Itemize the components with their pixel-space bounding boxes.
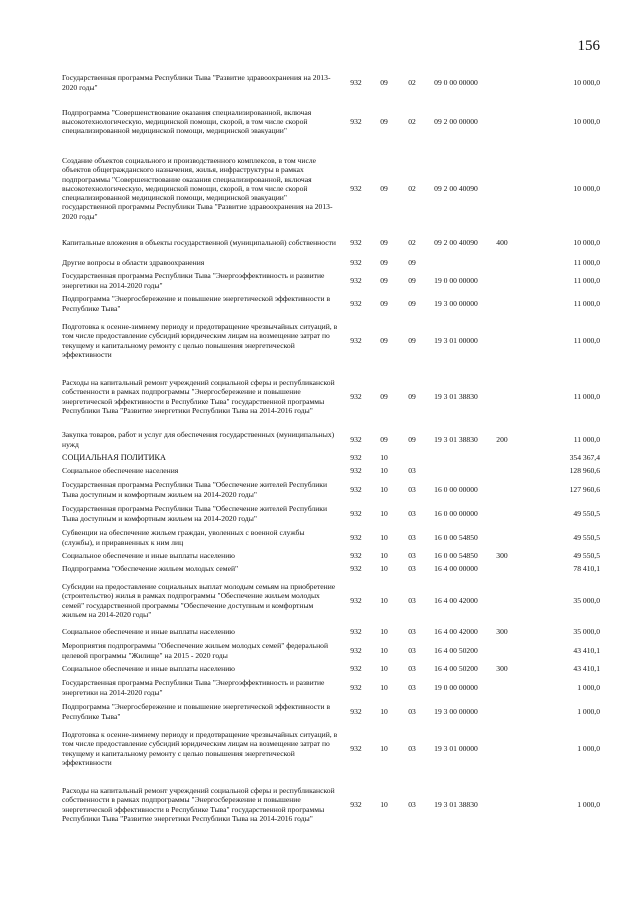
row-section-code: 09: [380, 335, 388, 345]
row-expense-type-code: 200: [496, 434, 508, 444]
row-ved-code: 932: [350, 532, 362, 542]
row-subsection-code: 09: [408, 257, 416, 267]
row-expense-type-code: [488, 502, 516, 526]
row-ved-code: 932: [350, 595, 362, 605]
budget-table: [62, 70, 600, 836]
row-amount: 10 000,0: [573, 237, 600, 247]
row-amount: 11 000,0: [573, 391, 600, 401]
row-ved-code: 932: [350, 564, 362, 574]
table-row: [62, 774, 600, 836]
table-row: [62, 316, 600, 366]
row-expense-type-code: [488, 270, 516, 292]
table-row: [62, 70, 600, 96]
row-expense-type-code: [488, 724, 516, 774]
row-name: Расходы на капитальный ремонт учреждений социальной сферы и республиканской собственности в рамках подпрограммы "Энергосбережение и повышение энергетической эффективности в Республике Тыва" государственной программы Республики Тыва "Развитие энергетики Республики Тыва на 2014-2016 годы": [62, 786, 335, 823]
page-number: 156: [577, 38, 600, 54]
row-target-item-code: 19 3 00 00000: [434, 706, 478, 716]
row-subsection-code: 03: [408, 508, 416, 518]
row-amount: 1 000,0: [577, 706, 600, 716]
row-expense-type-code: [488, 148, 516, 230]
table-row: [62, 428, 600, 452]
row-subsection-code: 02: [408, 116, 416, 126]
row-section-code: 10: [380, 484, 388, 494]
table-row: [62, 576, 600, 626]
row-target-item-code: 16 4 00 42000: [434, 627, 478, 637]
row-section-code: 09: [380, 298, 388, 308]
row-amount: 35 000,0: [573, 595, 600, 605]
table-row: [62, 550, 600, 563]
row-amount: 128 960,6: [569, 466, 600, 476]
row-name: Подпрограмма "Совершенствование оказания специализированной, включая высокотехнологическую, медицинской помощи, скорой, в том числе скорой специализированной медицинской помощи, медицинской эвакуации": [62, 107, 312, 136]
row-subsection-code: 09: [408, 275, 416, 285]
row-target-item-code: 16 4 00 00000: [434, 564, 478, 574]
row-target-item-code: 09 2 00 40090: [434, 183, 478, 193]
row-expense-type-code: [488, 774, 516, 836]
row-amount: 11 000,0: [573, 335, 600, 345]
row-section-code: 10: [380, 743, 388, 753]
row-target-item-code: 09 0 00 00000: [434, 77, 478, 87]
row-subsection-code: 03: [408, 466, 416, 476]
row-target-item-code: 16 0 00 54850: [434, 532, 478, 542]
row-amount: 49 550,5: [573, 508, 600, 518]
row-amount: 49 550,5: [573, 532, 600, 542]
row-expense-type-code: [488, 366, 516, 428]
row-ved-code: 932: [350, 799, 362, 809]
row-target-item-code: 19 3 01 38830: [434, 799, 478, 809]
row-ved-code: 932: [350, 183, 362, 193]
row-ved-code: 932: [350, 664, 362, 674]
row-section-code: 09: [380, 116, 388, 126]
row-subsection-code: 09: [408, 298, 416, 308]
row-expense-type-code: [488, 478, 516, 502]
row-name: Субсидии на предоставление социальных выплат молодым семьям на приобретение (строительство) жилья в рамках подпрограммы "Обеспечение жильем молодых семей" государственной программы "Обеспечение доступным и комфортным жильем на 2014-2020 годы": [62, 582, 336, 619]
row-expense-type-code: [488, 292, 516, 316]
row-subsection-code: 03: [408, 532, 416, 542]
table-row: [62, 478, 600, 502]
row-ved-code: 932: [350, 391, 362, 401]
row-amount: 78 410,1: [573, 564, 600, 574]
row-subsection-code: [400, 452, 424, 465]
row-target-item-code: 19 0 00 00000: [434, 275, 478, 285]
row-subsection-code: 03: [408, 627, 416, 637]
table-row: [62, 366, 600, 428]
row-subsection-code: 02: [408, 237, 416, 247]
row-name: Государственная программа Республики Тыва "Развитие здравоохранения на 2013-2020 годы": [62, 73, 331, 92]
row-expense-type-code: [488, 563, 516, 576]
row-amount: 1 000,0: [577, 682, 600, 692]
row-target-item-code: 09 2 00 40090: [434, 237, 478, 247]
row-subsection-code: 03: [408, 645, 416, 655]
row-expense-type-code: [488, 465, 516, 478]
row-subsection-code: 03: [408, 595, 416, 605]
row-section-code: 10: [380, 645, 388, 655]
row-name: Другие вопросы в области здравоохранения: [62, 257, 205, 267]
row-section-code: 10: [380, 706, 388, 716]
row-section-code: 10: [380, 595, 388, 605]
table-row: [62, 96, 600, 148]
row-amount: 49 550,5: [573, 551, 600, 561]
row-name: Государственная программа Республики Тыва "Обеспечение жителей Республики Тыва доступным и комфортным жильем на 2014-2020 годы": [62, 504, 328, 523]
row-subsection-code: 09: [408, 434, 416, 444]
table-row: [62, 526, 600, 550]
row-ved-code: 932: [350, 627, 362, 637]
row-subsection-code: 02: [408, 183, 416, 193]
row-name: Мероприятия подпрограммы "Обеспечение жильем молодых семей" федеральной целевой программы "Жилище" на 2015 - 2020 годы: [62, 641, 329, 660]
row-name: Социальное обеспечение населения: [62, 466, 179, 476]
row-ved-code: 932: [350, 335, 362, 345]
row-section-code: 09: [380, 77, 388, 87]
row-section-code: 10: [380, 508, 388, 518]
row-ved-code: 932: [350, 237, 362, 247]
row-target-item-code: 19 3 00 00000: [434, 298, 478, 308]
row-amount: 1 000,0: [577, 743, 600, 753]
table-row: [62, 626, 600, 639]
row-target-item-code: 16 4 00 50200: [434, 645, 478, 655]
row-expense-type-code: [488, 576, 516, 626]
row-subsection-code: 02: [408, 77, 416, 87]
row-name: Закупка товаров, работ и услуг для обеспечения государственных (муниципальных) нужд: [62, 430, 335, 449]
row-name: Капитальные вложения в объекты государственной (муниципальной) собственности: [62, 237, 336, 247]
row-amount: 11 000,0: [573, 298, 600, 308]
row-target-item-code: 16 0 00 00000: [434, 484, 478, 494]
row-section-code: 10: [380, 453, 388, 463]
row-name: Подпрограмма "Энергосбережение и повышение энергетической эффективности в Республике Тыва": [62, 294, 331, 313]
row-subsection-code: 03: [408, 484, 416, 494]
row-subsection-code: 09: [408, 335, 416, 345]
row-subsection-code: 03: [408, 664, 416, 674]
row-expense-type-code: [488, 676, 516, 700]
row-section-code: 10: [380, 627, 388, 637]
row-name: Государственная программа Республики Тыва "Энергоэффективность и развитие энергетики на 2014-2020 годы": [62, 271, 325, 290]
row-ved-code: 932: [350, 682, 362, 692]
row-expense-type-code: 300: [496, 664, 508, 674]
table-row: [62, 292, 600, 316]
row-target-item-code: 19 3 01 00000: [434, 335, 478, 345]
row-section-code: 09: [380, 257, 388, 267]
row-target-item-code: [424, 465, 488, 478]
row-name: Социальное обеспечение и иные выплаты населению: [62, 627, 235, 637]
row-ved-code: 932: [350, 257, 362, 267]
row-ved-code: 932: [350, 508, 362, 518]
table-row: [62, 465, 600, 478]
row-target-item-code: 16 4 00 42000: [434, 595, 478, 605]
row-subsection-code: 03: [408, 706, 416, 716]
row-ved-code: 932: [350, 434, 362, 444]
row-section-code: 10: [380, 799, 388, 809]
row-name: Подпрограмма "Обеспечение жильем молодых семей": [62, 564, 239, 574]
row-subsection-code: 03: [408, 743, 416, 753]
table-row: [62, 502, 600, 526]
row-target-item-code: 16 4 00 50200: [434, 664, 478, 674]
row-ved-code: 932: [350, 275, 362, 285]
row-section-code: 10: [380, 664, 388, 674]
row-expense-type-code: [488, 256, 516, 270]
row-subsection-code: 03: [408, 551, 416, 561]
table-row: [62, 639, 600, 663]
table-row: [62, 563, 600, 576]
row-name: Государственная программа Республики Тыва "Энергоэффективность и развитие энергетики на 2014-2020 годы": [62, 678, 325, 697]
row-name: Социальное обеспечение и иные выплаты населению: [62, 664, 235, 674]
row-section-code: 10: [380, 532, 388, 542]
row-section-code: 09: [380, 237, 388, 247]
table-row: [62, 270, 600, 292]
row-ved-code: 932: [350, 484, 362, 494]
row-ved-code: 932: [350, 298, 362, 308]
table-row: [62, 230, 600, 256]
row-ved-code: 932: [350, 116, 362, 126]
row-name: Расходы на капитальный ремонт учреждений социальной сферы и республиканской собственности в рамках подпрограммы "Энергосбережение и повышение энергетической эффективности в Республике Тыва" государственной программы Республики Тыва "Развитие энергетики Республики Тыва на 2014-2016 годы": [62, 378, 335, 415]
row-amount: 10 000,0: [573, 183, 600, 193]
row-target-item-code: 16 0 00 54850: [434, 551, 478, 561]
row-name: Субвенции на обеспечение жильем граждан, уволенных с военной службы (службы), и приравненных к ним лиц: [62, 528, 305, 547]
row-expense-type-code: [488, 70, 516, 96]
row-amount: 43 410,1: [573, 664, 600, 674]
row-subsection-code: 09: [408, 391, 416, 401]
budget-table-body: [62, 70, 600, 836]
row-expense-type-code: 300: [496, 551, 508, 561]
table-row: [62, 700, 600, 724]
row-amount: 11 000,0: [573, 434, 600, 444]
table-row: [62, 663, 600, 676]
row-expense-type-code: [488, 316, 516, 366]
row-target-item-code: 19 3 01 38830: [434, 391, 478, 401]
row-ved-code: 932: [350, 645, 362, 655]
table-row: [62, 256, 600, 270]
row-target-item-code: 09 2 00 00000: [434, 116, 478, 126]
row-target-item-code: 16 0 00 00000: [434, 508, 478, 518]
row-expense-type-code: [488, 526, 516, 550]
row-amount: 35 000,0: [573, 627, 600, 637]
row-expense-type-code: 300: [496, 627, 508, 637]
row-subsection-code: 03: [408, 564, 416, 574]
row-name: Подпрограмма "Энергосбережение и повышение энергетической эффективности в Республике Тыва": [62, 702, 331, 721]
row-name: Создание объектов социального и производственного комплексов, в том числе объектов общегражданского назначения, жилья, инфраструктуры в рамках подпрограммы "Совершенствование оказания специализированной, включая высокотехнологическую, медицинской помощи, скорой, в том числе скорой специализированной медицинской помощи, медицинской эвакуации" государственной программы Республики Тыва "Развитие здравоохранения на 2013-2020 годы": [62, 156, 333, 221]
table-row: [62, 452, 600, 465]
row-section-code: 09: [380, 391, 388, 401]
row-ved-code: 932: [350, 743, 362, 753]
row-name: Государственная программа Республики Тыва "Обеспечение жителей Республики Тыва доступным и комфортным жильем на 2014-2020 годы": [62, 480, 328, 499]
row-section-code: 09: [380, 434, 388, 444]
row-expense-type-code: [488, 700, 516, 724]
row-amount: 354 367,4: [569, 453, 600, 463]
row-amount: 43 410,1: [573, 645, 600, 655]
row-amount: 10 000,0: [573, 116, 600, 126]
row-ved-code: 932: [350, 77, 362, 87]
row-amount: 127 960,6: [569, 484, 600, 494]
row-ved-code: 932: [350, 466, 362, 476]
row-name: Социальное обеспечение и иные выплаты населению: [62, 551, 235, 561]
row-expense-type-code: [488, 96, 516, 148]
row-expense-type-code: [488, 639, 516, 663]
row-ved-code: 932: [350, 551, 362, 561]
row-expense-type-code: 400: [496, 237, 508, 247]
row-target-item-code: [424, 256, 488, 270]
row-ved-code: 932: [350, 453, 362, 463]
row-ved-code: 932: [350, 706, 362, 716]
row-section-code: 09: [380, 183, 388, 193]
row-target-item-code: 19 3 01 00000: [434, 743, 478, 753]
table-row: [62, 148, 600, 230]
row-section-code: 10: [380, 682, 388, 692]
table-row: [62, 676, 600, 700]
row-target-item-code: [424, 452, 488, 465]
row-amount: 11 000,0: [573, 275, 600, 285]
row-section-code: 10: [380, 551, 388, 561]
row-amount: 10 000,0: [573, 77, 600, 87]
row-name: Подготовка к осенне-зимнему периоду и предотвращение чрезвычайных ситуаций, в том числе предоставление субсидий юридическим лицам на возмещение затрат по текущему и капитальному ремонту с целью повышения энергетической эффективности: [62, 322, 338, 359]
row-name: СОЦИАЛЬНАЯ ПОЛИТИКА: [62, 453, 166, 463]
row-section-code: 10: [380, 466, 388, 476]
row-section-code: 09: [380, 275, 388, 285]
row-target-item-code: 19 3 01 38830: [434, 434, 478, 444]
row-expense-type-code: [488, 452, 516, 465]
row-target-item-code: 19 0 00 00000: [434, 682, 478, 692]
table-row: [62, 724, 600, 774]
row-subsection-code: 03: [408, 799, 416, 809]
row-name: Подготовка к осенне-зимнему периоду и предотвращение чрезвычайных ситуаций, в том числе предоставление субсидий юридическим лицам на возмещение затрат по текущему и капитальному ремонту с целью повышения энергетической эффективности: [62, 730, 338, 767]
row-section-code: 10: [380, 564, 388, 574]
row-amount: 11 000,0: [573, 257, 600, 267]
row-amount: 1 000,0: [577, 799, 600, 809]
row-subsection-code: 03: [408, 682, 416, 692]
